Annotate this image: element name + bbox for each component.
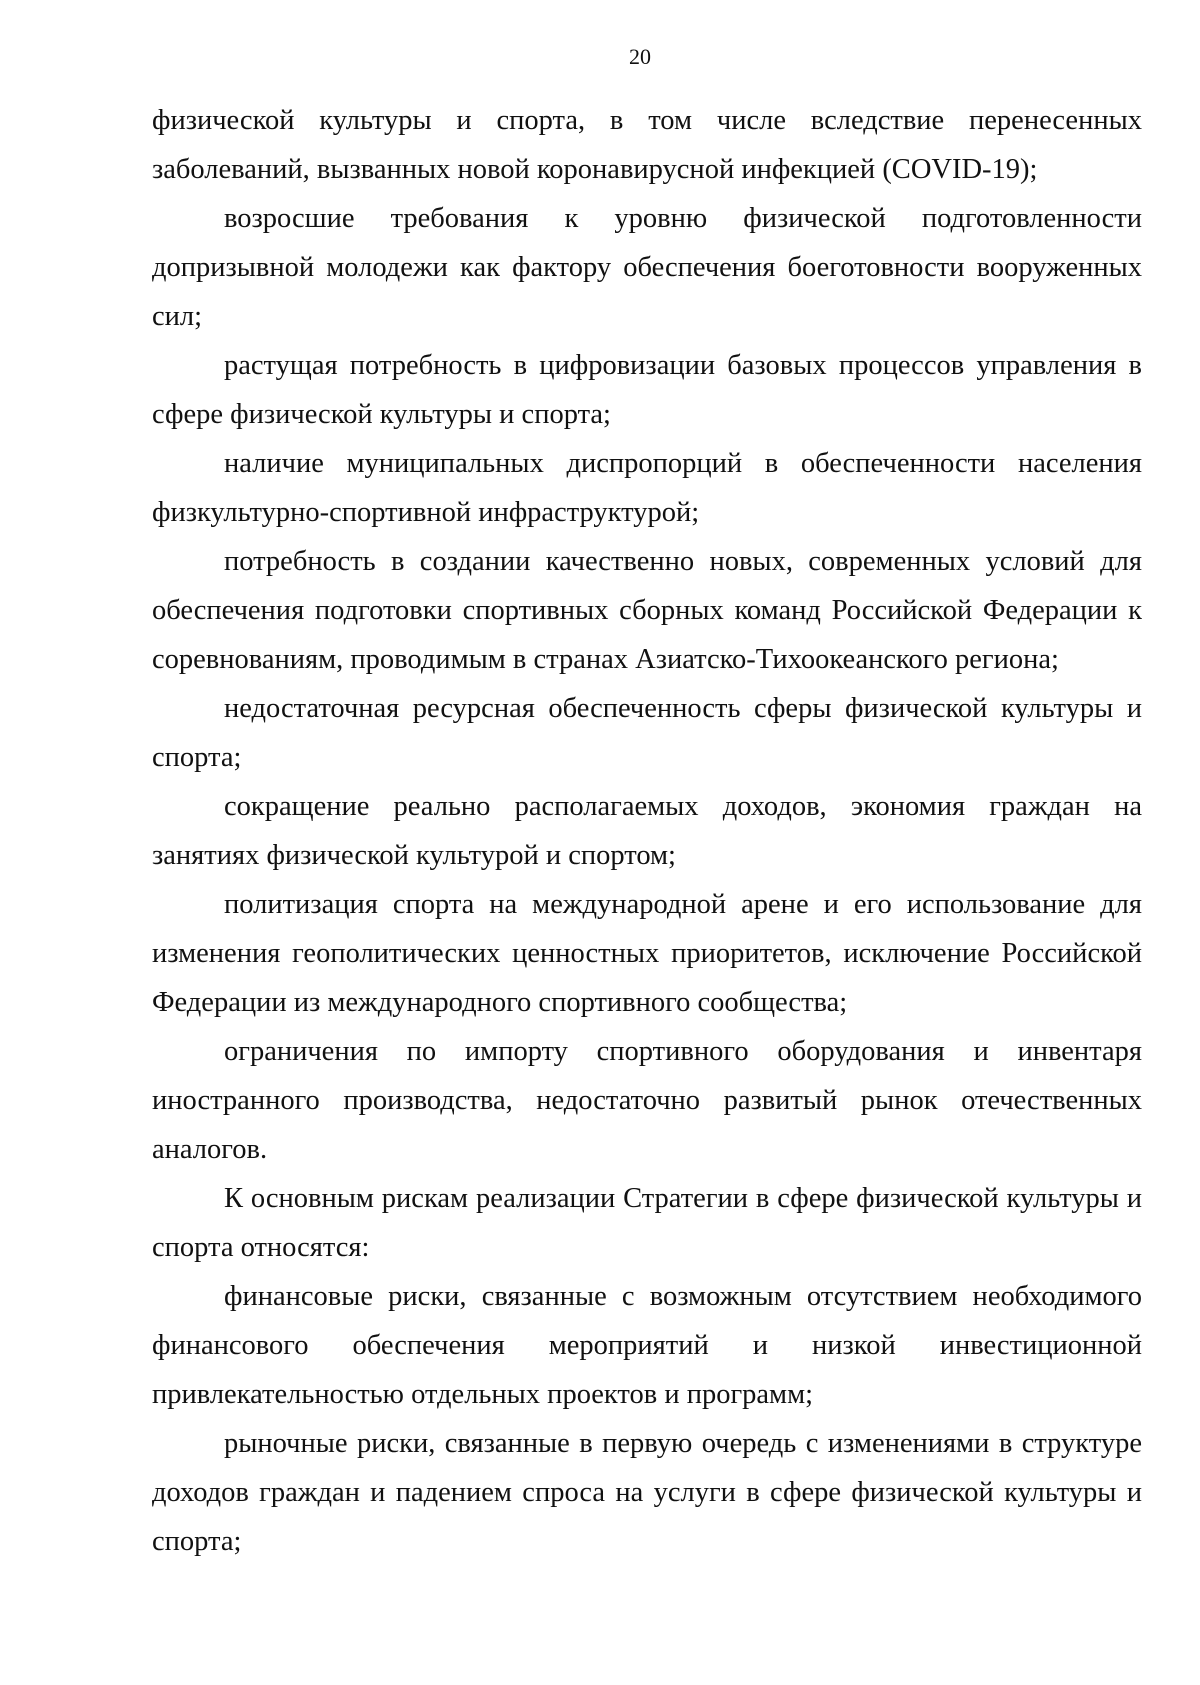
paragraph-income-reduction: сокращение реально располагаемых доходов, экономия граждан на занятиях физической культурой и спортом; bbox=[152, 791, 1142, 871]
paragraph-continuation: физической культуры и спорта, в том числе вследствие перенесенных заболеваний, вызванных новой коронавирусной инфекцией (COVID-19); bbox=[152, 105, 1142, 185]
paragraph-resource-provision: недостаточная ресурсная обеспеченность сферы физической культуры и спорта; bbox=[152, 693, 1142, 773]
paragraph-financial-risks: финансовые риски, связанные с возможным отсутствием необходимого финансового обеспечения мероприятий и низкой инвестиционной привлекательностью отдельных проектов и программ; bbox=[152, 1281, 1142, 1410]
document-body bbox=[152, 96, 1142, 1566]
paragraph-market-risks: рыночные риски, связанные в первую очередь с изменениями в структуре доходов граждан и падением спроса на услуги в сфере физической культуры и спорта; bbox=[152, 1428, 1142, 1557]
paragraph-municipal-disproportions: наличие муниципальных диспропорций в обеспеченности населения физкультурно-спортивной инфраструктурой; bbox=[152, 448, 1142, 528]
page-number: 20 bbox=[629, 44, 651, 69]
paragraph-digitalization: растущая потребность в цифровизации базовых процессов управления в сфере физической культуры и спорта; bbox=[152, 350, 1142, 430]
paragraph-politicization: политизация спорта на международной арене и его использование для изменения геополитических ценностных приоритетов, исключение Российской Федерации из международного спортивного сообщества; bbox=[152, 889, 1142, 1018]
paragraph-import-restrictions: ограничения по импорту спортивного оборудования и инвентаря иностранного производства, недостаточно развитый рынок отечественных аналогов. bbox=[152, 1036, 1142, 1165]
paragraph-national-teams-conditions: потребность в создании качественно новых, современных условий для обеспечения подготовки спортивных сборных команд Российской Федерации к соревнованиям, проводимым в странах Азиатско-Тихоокеанского региона; bbox=[152, 546, 1142, 675]
paragraph-main-risks-intro: К основным рискам реализации Стратегии в сфере физической культуры и спорта относятся: bbox=[152, 1183, 1142, 1263]
paragraph-requirements-pre-conscription: возросшие требования к уровню физической подготовленности допризывной молодежи как фактору обеспечения боеготовности вооруженных сил; bbox=[152, 203, 1142, 332]
